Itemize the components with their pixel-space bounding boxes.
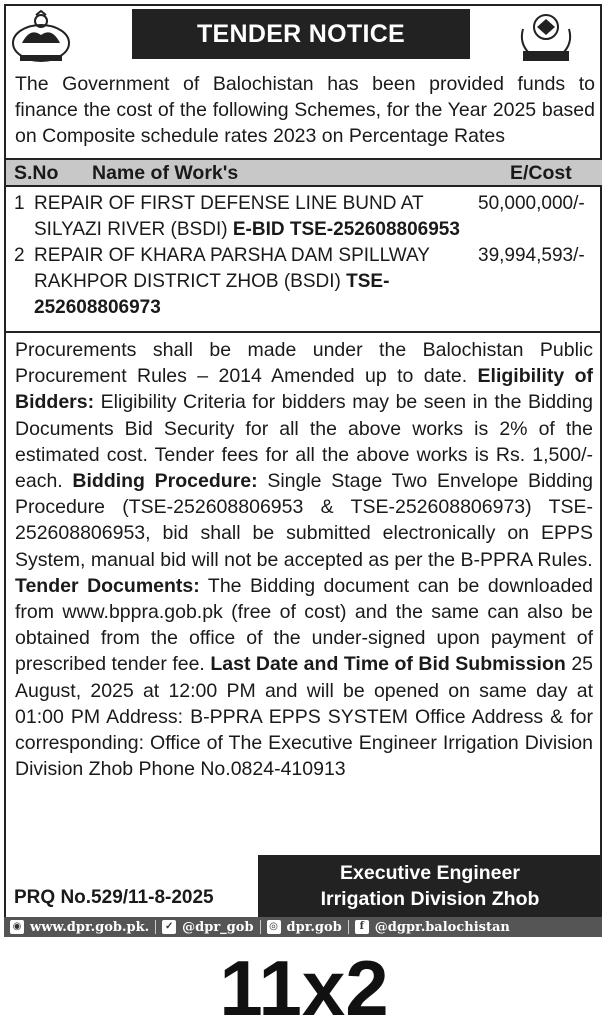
balochistan-emblem-icon: [10, 9, 72, 65]
social-bar: [4, 917, 602, 937]
work-name: REPAIR OF FIRST DEFENSE LINE BUND AT SILYAZI RIVER (BSDI) E-BID TSE-252608806953: [34, 193, 460, 240]
header-cost: E/Cost: [510, 162, 572, 184]
signature-block: [258, 855, 602, 917]
row-number: 2: [14, 245, 25, 266]
heading-documents: Tender Documents:: [15, 574, 200, 597]
heading-procedure: Bidding Procedure:: [72, 470, 258, 493]
table-row: [6, 243, 602, 321]
estimated-cost: 50,000,000/-: [478, 193, 585, 214]
intro-text: The Government of Balochistan has been provided funds to finance the cost of the following Schemes, for the Year 2025 based on Composite schedule rates 2023 on Percentage Rates: [15, 73, 595, 147]
irrigation-department-logo-icon: [515, 9, 577, 65]
notice-body: Procurements shall be made under the Balochistan Public Procurement Rules – 2014 Amended up to date. Eligibility of Bidders: Eligibility Criteria for bidders may be seen in the Bidding Documents Bid Security for all the above works is 2% of the estimated cost. Tender fees for all the above works is Rs. 1,500/- each. Bidding Procedure: Single Stage Two Envelope Bidding Procedure (TSE-252608806953 & TSE-252608806973) TSE-252608806953, bid shall be submitted electronically on EPPS System, manual bid will not be accepted as per the B-PPRA Rules. Tender Documents: The Bidding document can be downloaded from www.bppra.gob.pk (free of cost) and the same can also be obtained from the office of the under-signed upon payment of prescribed tender fee. Last Date and Time of Bid Submission 25 August, 2025 at 12:00 PM and will be opened on same day at 01:00 PM Address: B-PPRA EPPS SYSTEM Office Address & for corresponding: Office of The Executive Engineer Irrigation Division Division Zhob Phone No.0824-410913: [15, 339, 594, 781]
bid-ref: E-BID TSE-252608806953: [232, 219, 460, 240]
page-title: TENDER NOTICE: [132, 9, 470, 59]
heading-last-date: Last Date and Time of Bid Submission: [210, 653, 566, 676]
work-name: REPAIR OF KHARA PARSHA DAM SPILLWAY RAKHPOR DISTRICT ZHOB (BSDI) TSE-252608806973: [34, 245, 430, 318]
instagram-handle[interactable]: dpr.gob: [286, 919, 342, 935]
header-work: Name of Work's: [92, 162, 239, 184]
globe-icon: ◉: [10, 920, 24, 934]
prq-number: PRQ No.529/11-8-2025: [14, 887, 214, 908]
table-row: [6, 191, 602, 243]
facebook-icon: f: [355, 920, 369, 934]
estimated-cost: 39,994,593/-: [478, 245, 585, 266]
table-header: [6, 158, 602, 187]
twitter-handle[interactable]: @dpr_gob: [182, 919, 254, 935]
signature-title: Executive Engineer: [340, 862, 520, 884]
twitter-icon: ✓: [162, 920, 176, 934]
heading-eligibility: Eligibility of Bidders:: [15, 365, 593, 414]
bid-ref: TSE-252608806973: [34, 271, 390, 318]
divider: [6, 331, 602, 333]
website-link[interactable]: www.dpr.gob.pk.: [30, 919, 150, 935]
signature-office: Irrigation Division Zhob: [320, 888, 540, 910]
header-sno: S.No: [14, 162, 59, 184]
works-table: [6, 191, 602, 321]
row-number: 1: [14, 193, 25, 214]
ad-size-label: 11x2: [219, 944, 389, 1032]
instagram-icon: ◎: [267, 920, 281, 934]
facebook-handle[interactable]: @dgpr.balochistan: [374, 919, 510, 935]
